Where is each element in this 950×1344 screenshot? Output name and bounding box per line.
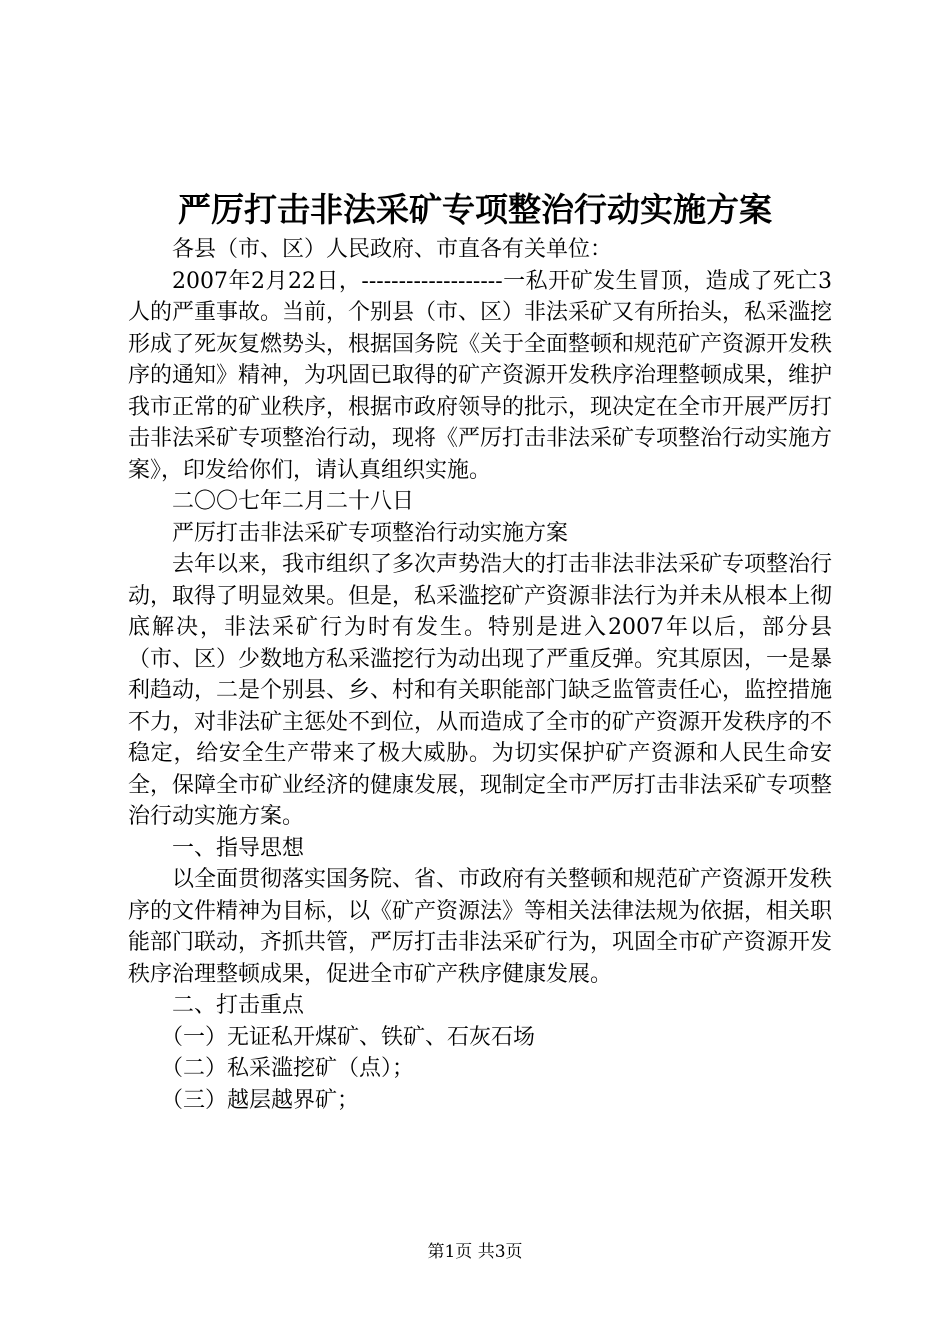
page-total: 共3页 (477, 1242, 523, 1262)
background-paragraph: 去年以来，我市组织了多次声势浩大的打击非法非法采矿专项整治行动，取得了明显效果。但是，私采滥挖矿产资源非法行为并未从根本上彻底解决，非法采矿行为时有发生。特别是进入2007年以后，部分县（市、区）少数地方私采滥挖行为动出现了严重反弹。究其原因，一是暴利趋动，二是个别县、乡、村和有关职能部门缺乏监管责任心，监控措施不力，对非法矿主惩处不到位，从而造成了全市的矿产资源开发秩序的不稳定，给安全生产带来了极大威胁。为切实保护矿产资源和人民生命安全，保障全市矿业经济的健康发展，现制定全市严厉打击非法采矿专项整治行动实施方案。 (128, 552, 833, 829)
subtitle-line: 严厉打击非法采矿专项整治行动实施方案 (172, 520, 569, 546)
salutation-paragraph: 各县（市、区）人民政府、市直各有关单位： (172, 237, 613, 262)
section-heading-key-targets: 二、打击重点 (172, 993, 305, 1018)
document-body (128, 234, 832, 1116)
section-heading-guiding-thought: 一、指导思想 (172, 835, 305, 861)
date-line: 二〇〇七年二月二十八日 (172, 489, 415, 514)
list-item: （一）无证私开煤矿、铁矿、石灰石场 (161, 1024, 536, 1050)
page-number: 第1页 (427, 1242, 473, 1262)
notice-paragraph: 2007年2月22日，-------------------一私开矿发生冒顶，造成了死亡3人的严重事故。当前，个别县（市、区）非法采矿又有所抬头，私采滥挖形成了死灰复燃势头，根据国务院《关于全面整顿和规范矿产资源开发秩序的通知》精神，为巩固已取得的矿产资源开发秩序治理整顿成果，维护我市正常的矿业秩序，根据市政府领导的批示，现决定在全市开展严厉打击非法采矿专项整治行动，现将《严厉打击非法采矿专项整治行动实施方案》，印发给你们，请认真组织实施。 (128, 268, 833, 483)
page-footer (0, 1240, 950, 1264)
list-item: （二）私采滥挖矿（点）； (161, 1056, 415, 1081)
document-title: 严厉打击非法采矿专项整治行动实施方案 (178, 190, 772, 229)
guiding-thought-paragraph: 以全面贯彻落实国务院、省、市政府有关整顿和规范矿产资源开发秩序的文件精神为目标，以《矿产资源法》等相关法律法规为依据，相关职能部门联动，齐抓共管，严厉打击非法采矿行为，巩固全市矿产资源开发秩序治理整顿成果，促进全市矿产秩序健康发展。 (128, 867, 833, 987)
list-item: （三）越层越界矿； (161, 1087, 360, 1113)
